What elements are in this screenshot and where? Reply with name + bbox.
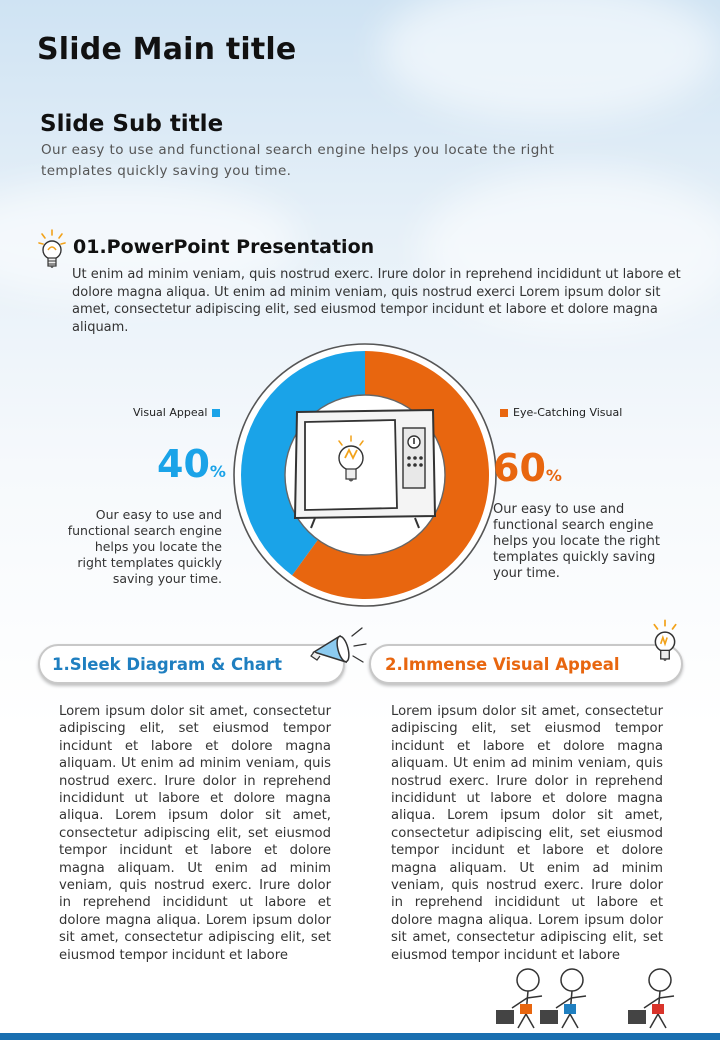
legend-swatch-blue xyxy=(212,409,220,417)
section-text: Ut enim ad minim veniam, quis nostrud exerc. Irure dolor in reprehend incididunt ut labore et dolore magna aliqua. Ut enim ad minim veniam, quis nostrud exerci Lorem ipsum dolor sit amet, consectetur adipiscing elit, sed eiusmod tempor incidunt et labore et dolore magna aliquam. xyxy=(72,267,681,335)
column-2-title: 2.Immense Visual Appeal xyxy=(385,654,620,674)
column-2-header xyxy=(369,644,683,684)
stat-value-40: 40% xyxy=(157,442,226,486)
tv-icon xyxy=(295,410,435,528)
lightbulb-icon xyxy=(38,228,66,278)
column-1-text: Lorem ipsum dolor sit amet, consectetur adipiscing elit, set eiusmod tempor incidunt et labore et dolore magna aliquam. Ut enim ad minim veniam, quis nostrud exerc. Irure dolor in reprehend incididunt ut labore et dolore magna aliqua. Lorem ipsum dolor sit amet, consectetur adipiscing elit, set eiusmod tempor incidunt et labore et dolore magna aliquam. Ut enim ad minim veniam, quis nostrud exerc. Irure dolor in reprehend incididunt ut labore et dolore magna aliqua. Lorem ipsum dolor sit amet, consectetur adipiscing elit, set eiusmod tempor incidunt et labore xyxy=(59,704,331,963)
megaphone-icon xyxy=(306,622,370,670)
slide-main-title: Slide Main title xyxy=(37,32,297,67)
slide-sub-title: Slide Sub title xyxy=(40,111,224,137)
legend-label: Eye-Catching Visual xyxy=(513,406,623,419)
section-title: 01.PowerPoint Presentation xyxy=(73,236,375,258)
legend-label: Visual Appeal xyxy=(133,406,208,419)
left-stat-text: Our easy to use and functional search engine helps you locate the right templates quickly saving your time. xyxy=(67,507,222,586)
legend-eye-catching xyxy=(500,406,622,419)
legend-swatch-orange xyxy=(500,409,508,417)
stick-figures-illustration xyxy=(490,966,690,1034)
donut-chart xyxy=(230,340,500,610)
right-stat-text: Our easy to use and functional search engine helps you locate the right templates quickly saving your time. xyxy=(493,502,660,581)
legend-visual-appeal xyxy=(133,406,220,419)
lightbulb-icon xyxy=(650,618,680,672)
stat-value-60: 60% xyxy=(493,446,562,490)
column-1-header xyxy=(38,644,345,684)
slide-sub-text: Our easy to use and functional search engine helps you locate the right templates quickly saving you time. xyxy=(41,142,555,179)
column-2-text: Lorem ipsum dolor sit amet, consectetur adipiscing elit, set eiusmod tempor incidunt et labore et dolore magna aliquam. Ut enim ad minim veniam, quis nostrud exerc. Irure dolor in reprehend incididunt ut labore et dolore magna aliqua. Lorem ipsum dolor sit amet, consectetur adipiscing elit, set eiusmod tempor incidunt et labore et dolore magna aliquam. Ut enim ad minim veniam, quis nostrud exerc. Irure dolor in reprehend incididunt ut labore et dolore magna aliqua. Lorem ipsum dolor sit amet, consectetur adipiscing elit, set eiusmod tempor incidunt et labore xyxy=(391,704,663,963)
bottom-accent-bar xyxy=(0,1033,720,1040)
column-1-title: 1.Sleek Diagram & Chart xyxy=(52,654,283,674)
cloud-decoration xyxy=(380,0,720,120)
